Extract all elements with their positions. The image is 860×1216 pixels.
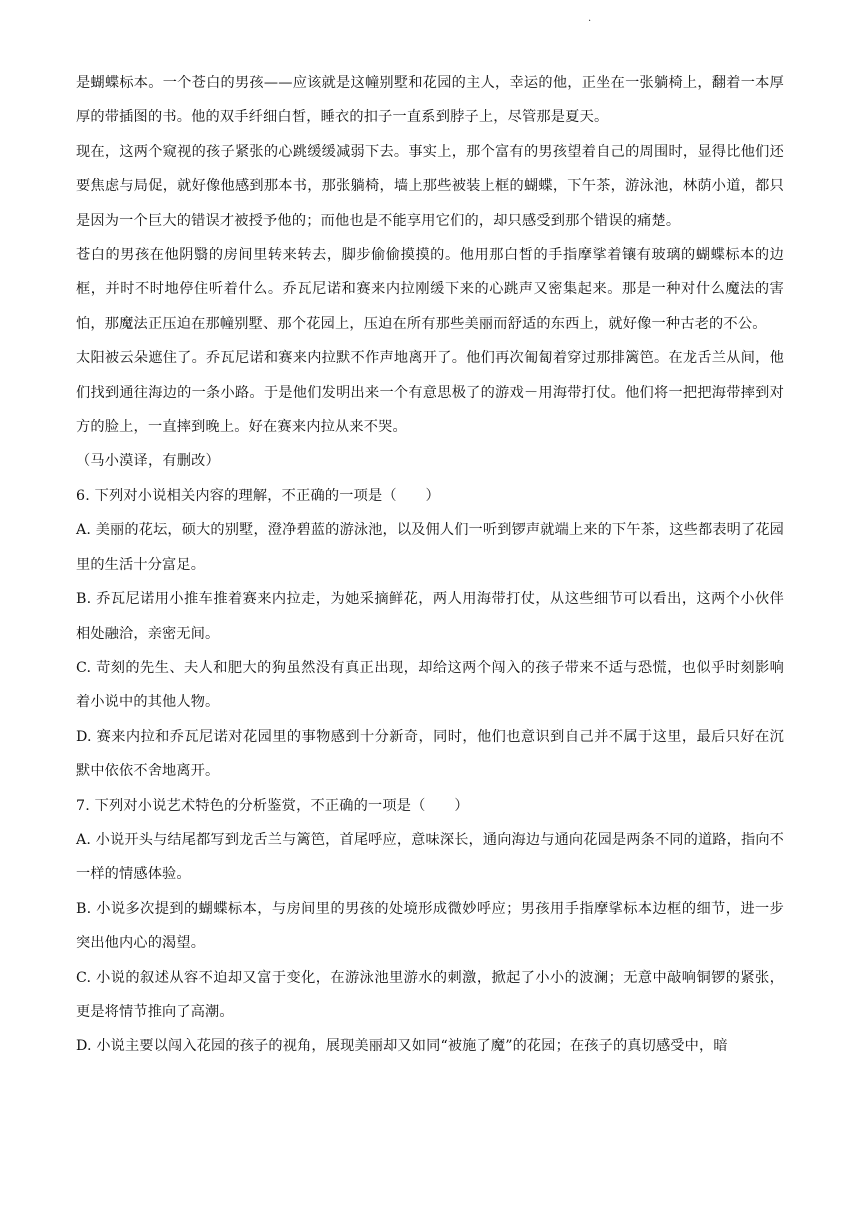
passage-paragraph-3: 苍白的男孩在他阴翳的房间里转来转去，脚步偷偷摸摸的。他用那白皙的手指摩挲着镶有玻璃的蝴蝶标本的边框，并时不时地停住听着什么。乔瓦尼诺和赛来内拉刚缓下来的心跳声又密集起来。那是一种对什么魔法的害怕，那魔法正压迫在那幢别墅、那个花园上，压迫在所有那些美丽而舒适的东西上，就好像一种古老的不公。: [76, 247, 784, 332]
passage-paragraph-4: 太阳被云朵遮住了。乔瓦尼诺和赛来内拉默不作声地离开了。他们再次匍匐着穿过那排篱笆。在龙舌兰从间，他们找到通往海边的一条小路。于是他们发明出来一个有意思极了的游戏－用海带打仗。他们将一把把海带摔到对方的脸上，一直摔到晚上。好在赛来内拉从来不哭。: [76, 350, 784, 436]
question-6-option-c: C. 苛刻的先生、夫人和肥大的狗虽然没有真正出现，却给这两个闯入的孩子带来不适与恐慌，也似乎时刻影响着小说中的其他人物。: [76, 659, 784, 711]
question-6-option-a: A. 美丽的花坛，硕大的别墅，澄净碧蓝的游泳池，以及佣人们一听到锣声就端上来的下午茶，这些都表明了花园里的生活十分富足。: [76, 522, 784, 573]
page-header-mark: .: [588, 13, 592, 24]
passage-paragraph-1: 是蝴蝶标本。一个苍白的男孩——应该就是这幢别墅和花园的主人，幸运的他，正坐在一张躺椅上，翻着一本厚厚的带插图的书。他的双手纤细白皙，睡衣的扣子一直系到脖子上，尽管那是夏天。: [76, 75, 784, 126]
question-6-option-b: B. 乔瓦尼诺用小推车推着赛来内拉走，为她采摘鲜花，两人用海带打仗，从这些细节可以看出，这两个小伙伴相处融洽，亲密无间。: [76, 591, 784, 642]
document-body: [76, 66, 784, 1064]
passage-paragraph-2: 现在，这两个窥视的孩子紧张的心跳缓缓减弱下去。事实上，那个富有的男孩望着自己的周围时，显得比他们还要焦虑与局促，就好像他感到那本书，那张躺椅，墙上那些被装上框的蝴蝶，下午茶，游泳池，林荫小道，都只是因为一个巨大的错误才被授予他的；而他也是不能享用它们的，却只感受到那个错误的痛楚。: [76, 143, 784, 229]
question-6-stem: 6. 下列对小说相关内容的理解，不正确的一项是（ ）: [76, 487, 440, 504]
question-7-option-c: C. 小说的叙述从容不迫却又富于变化，在游泳池里游水的刺激，掀起了小小的波澜；无意中敲响铜锣的紧张，更是将情节推向了高潮。: [76, 969, 784, 1020]
question-7-stem: 7. 下列对小说艺术特色的分析鉴赏，不正确的一项是（ ）: [76, 797, 469, 814]
question-6-option-d: D. 赛来内拉和乔瓦尼诺对花园里的事物感到十分新奇，同时，他们也意识到自己并不属于这里，最后只好在沉默中依依不舍地离开。: [76, 728, 784, 780]
source-note: （马小漠译，有删改）: [76, 453, 220, 470]
question-7-option-a: A. 小说开头与结尾都写到龙舌兰与篱笆，首尾呼应，意味深长，通向海边与通向花园是两条不同的道路，指向不一样的情感体验。: [76, 831, 784, 883]
question-7-option-b: B. 小说多次提到的蝴蝶标本，与房间里的男孩的处境形成微妙呼应；男孩用手指摩挲标本边框的细节，进一步突出他内心的渴望。: [76, 900, 784, 952]
question-7-option-d: D. 小说主要以闯入花园的孩子的视角，展现美丽却又如同“被施了魔”的花园；在孩子的真切感受中，暗: [76, 1038, 728, 1055]
